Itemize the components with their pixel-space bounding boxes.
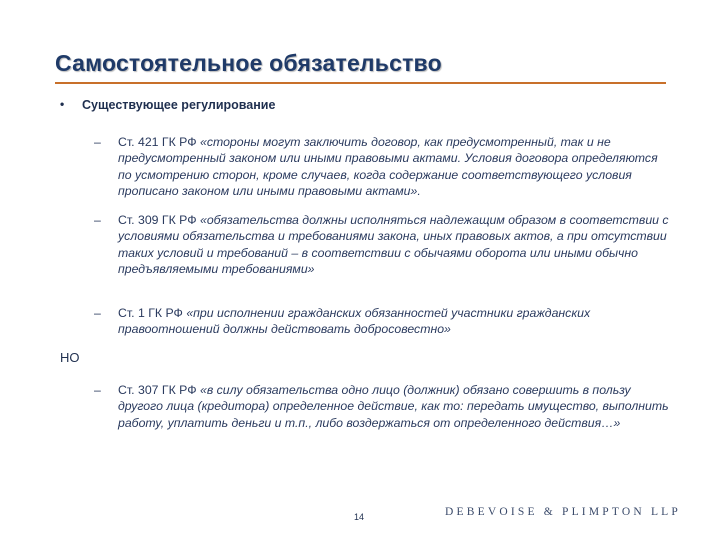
article-quote: «обязательства должны исполняться надлежащим образом в соответствии с условиями обязательства и требованиями закона, иных правовых актов, а при отсутствии таких условий и требований – в соответствии с обычаями оборота или иными обычно предъявляемыми требованиями» [118,213,669,277]
bullet-dot-icon: • [60,97,65,111]
article-ref: Ст. 309 ГК РФ [118,213,200,227]
title-underline [55,82,666,84]
article-ref: Ст. 307 ГК РФ [118,383,200,397]
sub-item-text [118,382,674,431]
slide-title: Самостоятельное обязательство [55,50,442,76]
sub-item-text [118,212,674,278]
sub-item-article-309 [94,212,674,278]
dash-marker: – [94,383,101,397]
sub-item-text [118,305,674,338]
sub-item-article-1 [94,305,674,338]
sub-item-text [118,134,674,200]
bullet-text: Существующее регулирование [82,98,276,112]
article-quote: «при исполнении гражданских обязанностей участники гражданских правоотношений должны действовать добросовестно» [118,306,591,337]
dash-marker: – [94,135,101,149]
dash-marker: – [94,306,101,320]
dash-marker: – [94,213,101,227]
page-number: 14 [354,512,365,522]
sub-item-article-421 [94,134,674,200]
sub-item-article-307 [94,382,674,431]
article-quote: «стороны могут заключить договор, как предусмотренный, так и не предусмотренный законом или иными правовыми актами. Условия договора определяются по усмотрению сторон, кроме случаев, когда содержание соответствующего условия прописано законом или иными правовыми актами». [118,135,658,199]
firm-logo: DEBEVOISE & PLIMPTON LLP [445,506,681,518]
article-ref: Ст. 1 ГК РФ [118,306,187,320]
article-quote: «в силу обязательства одно лицо (должник) обязано совершить в пользу другого лица (кредитора) определенное действие, как то: передать имущество, выполнить работу, уплатить деньги и т.п., либо воздержаться от определенного действия…» [118,383,669,430]
article-ref: Ст. 421 ГК РФ [118,135,200,149]
no-label: НО [60,350,80,365]
